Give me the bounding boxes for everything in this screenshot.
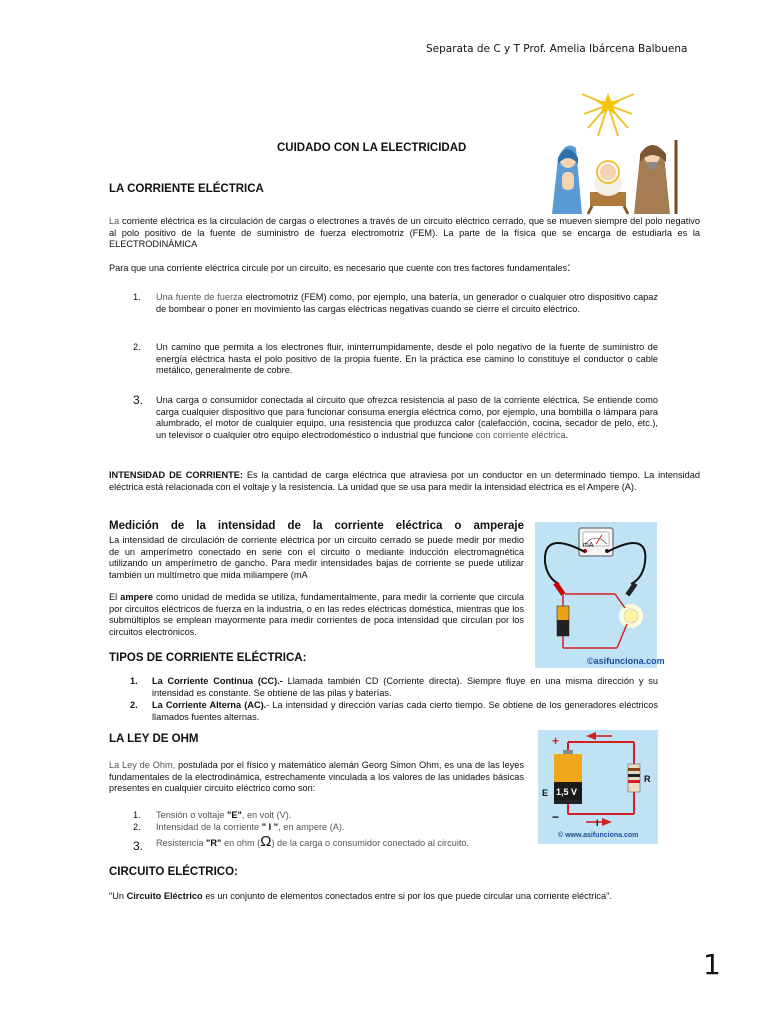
list-item: Tensión o voltaje "E", en volt (V).	[156, 810, 292, 820]
battery-label: 1,5 V	[556, 787, 578, 797]
page-header: Separata de C y T Prof. Amelia Ibárcena Balbuena	[426, 43, 688, 55]
paragraph-ampere: El ampere como unidad de medida se utiliza, fundamentalmente, para medir la corriente que circula por circuitos eléctricos de fuerza en la industria, o en las redes eléctricas doméstica, mientras que los submúltiplos se emplean mayormente para medir corrientes de poca intensidad que circulan por los circuitos electrónicos.	[109, 592, 524, 637]
image-credit: ©asifunciona.com	[587, 656, 665, 666]
term-label: INTENSIDAD DE CORRIENTE:	[109, 470, 243, 480]
current-label: I	[596, 818, 599, 828]
paragraph-factors-intro: Para que una corriente eléctrica circule por un circuito, es necesario que cuente con tres factores fundamentales:	[109, 260, 571, 274]
list-item: Intensidad de la corriente " I ", en ampere (A).	[156, 822, 345, 832]
list-number: 3.	[133, 839, 144, 853]
resistor-label: R	[644, 774, 651, 784]
list-item: La Corriente Continua (CC).- Llamada también CD (Corriente directa). Siempre fluye en una misma dirección y su intensidad es constante. Se obtiene de las pilas y baterías.	[152, 676, 658, 698]
minus-label: −	[552, 810, 560, 824]
paragraph-medicion: La intensidad de circulación de corriente eléctrica por un circuito cerrado se puede medir por medio de un amperímetro conectado en serie con el circuito o mediante inducción electromagnética utilizando un amperímetro de gancho. Para medir intensidades bajas de corriente se puede utilizar también un multímetro que mida miliampere (mA	[109, 535, 524, 580]
voltage-label: E	[542, 788, 549, 798]
list-number: 2.	[133, 822, 141, 832]
paragraph-definition: La corriente eléctrica es la circulación de cargas o electrones a través de un circuito eléctrico cerrado, que se mueven siempre del polo negativo al polo positivo de la fuente de suministro de fuerza electromotriz (FEM). La parte de la física que se encarga de estudiarla es la ELECTRODINÁMICA	[109, 216, 700, 249]
list-item: Una fuente de fuerza electromotriz (FEM) como, por ejemplo, una batería, un generador o cualquier otro dispositivo capaz de bombear o poner en movimiento las cargas eléctricas negativas cuando se cierre el circuito eléctrico.	[156, 292, 659, 314]
list-number: 2.	[130, 700, 138, 710]
image-credit: © www.asifunciona.com	[558, 832, 639, 839]
paragraph-ohm: La Ley de Ohm, postulada por el físico y matemático alemán Georg Simon Ohm, es una de las leyes fundamentales de la electrodinámica, estrechamente vinculada a los valores de las unidades básicas presentes en cualquier circuito eléctrico como son:	[109, 760, 525, 793]
section-heading-corriente: LA CORRIENTE ELÉCTRICA	[109, 183, 264, 195]
list-number: 1.	[130, 676, 138, 686]
list-number: 2.	[133, 342, 141, 352]
link-text: La	[109, 216, 120, 226]
list-number: 1.	[133, 292, 141, 302]
ohm-circuit-image	[538, 730, 658, 844]
nativity-illustration	[538, 88, 688, 216]
page-number: 1	[703, 948, 721, 981]
ammeter-circuit-image	[535, 522, 665, 668]
omega-symbol: Ω	[260, 833, 272, 850]
paragraph-circuito: "Un Circuito Eléctrico es un conjunto de elementos conectados entre si por los que puede circular una corriente eléctrica".	[109, 891, 612, 901]
section-heading-ohm: LA LEY DE OHM	[109, 733, 199, 745]
section-heading-circuito: CIRCUITO ELÉCTRICO:	[109, 866, 238, 878]
list-item: La Corriente Alterna (AC).- La intensidad y dirección varías cada cierto tiempo. Se obtiene de los generadores eléctricos llamados fuentes alternas.	[152, 700, 658, 722]
section-heading-medicion: Medición de la intensidad de la corriente eléctrica o amperaje	[109, 520, 524, 532]
document-title: CUIDADO CON LA ELECTRICIDAD	[277, 142, 467, 154]
plus-label: +	[552, 734, 560, 748]
list-item: Un camino que permita a los electrones fluir, ininterrumpidamente, desde el polo negativo de la fuente de suministro de energía eléctrica hasta el polo positivo de la propia fuente. En la práctica ese camino lo constituye el conductor o cable metálico, generalmente de cobre.	[156, 342, 658, 375]
list-item: Una carga o consumidor conectada al circuito que ofrezca resistencia al paso de la corriente eléctrica. Se entiende como carga cualquier dispositivo que para funcionar consuma energía eléctrica como, por ejemplo, una bombilla o lámpara para alumbrado, el motor de cualquier equipo, una resistencia que produzca calor (calefacción, cocina, secador de pelo, etc.), un televisor o cualquier otro equipo electrodoméstico o industrial que funcione con corriente eléctrica.	[156, 395, 658, 440]
section-heading-tipos: TIPOS DE CORRIENTE ELÉCTRICA:	[109, 652, 307, 664]
meter-label: mA	[583, 542, 594, 549]
list-number: 3.	[133, 393, 144, 407]
list-number: 1.	[133, 810, 141, 820]
list-item: Resistencia "R" en ohm (Ω) de la carga o consumidor conectado al circuito.	[156, 833, 470, 850]
paragraph-intensidad: INTENSIDAD DE CORRIENTE: Es la cantidad de carga eléctrica que atraviesa por un conductor en un determinado tiempo. La intensidad eléctrica está relacionada con el voltaje y la resistencia. La unidad que se usa para medir la intensidad eléctrica es el Ampere (A).	[109, 470, 700, 492]
